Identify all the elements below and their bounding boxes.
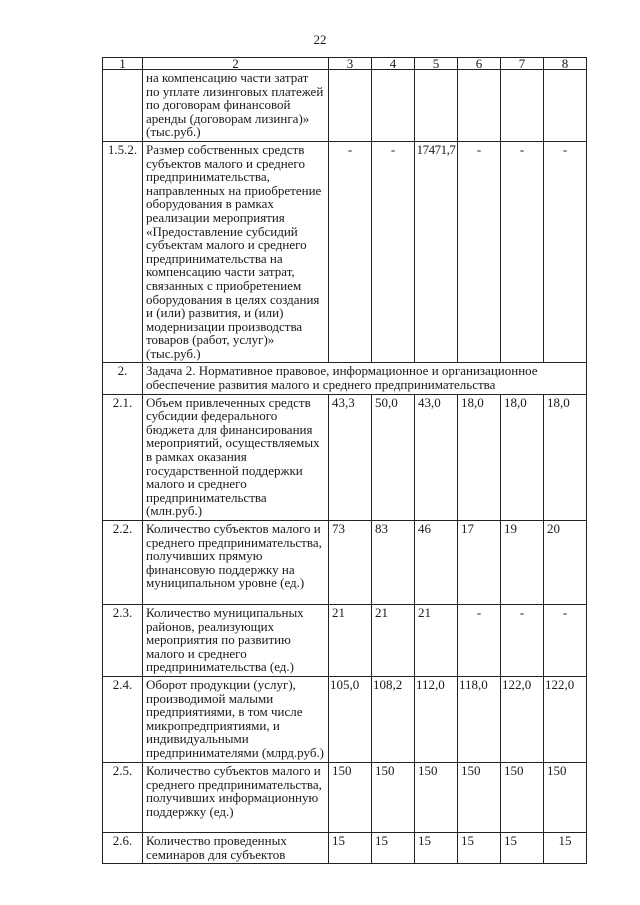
table-row [103,605,587,677]
value-cell: 17 [458,521,501,605]
header-cell: 2 [143,58,329,70]
indicator-name: на компенсацию части затрат по уплате лизинговых платежей по договорам финансовой аренды (договорам лизинга)» (тыс.руб.) [143,70,329,142]
indicator-name: Количество муниципальных районов, реализующих мероприятия по развитию малого и среднего предпринимательства (ед.) [143,605,329,677]
indicator-name: Количество субъектов малого и среднего предпринимательства, получивших информационную поддержку (ед.) [143,762,329,832]
table-row [103,676,587,762]
value-cell: - [501,605,544,677]
row-number: 2.2. [103,521,143,605]
row-number: 2.3. [103,605,143,677]
row-number [103,70,143,142]
value-cell [501,70,544,142]
value-cell: 18,0 [501,394,544,520]
header-cell: 4 [372,58,415,70]
value-cell: 150 [458,762,501,832]
value-cell: - [544,141,587,363]
task-row [103,363,587,394]
indicator-name: Количество проведенных семинаров для субъектов [143,832,329,863]
task-title: Задача 2. Нормативное правовое, информационное и организационное обеспечение развития малого и среднего предпринимательства [143,363,587,394]
table-row [103,70,587,142]
row-number: 2.6. [103,832,143,863]
value-cell: 18,0 [458,394,501,520]
value-cell: - [544,605,587,677]
value-cell: 150 [544,762,587,832]
indicator-name: Количество субъектов малого и среднего предпринимательства, получивших прямую финансовую поддержку на муниципальном уровне (ед.) [143,521,329,605]
value-cell: 15 [372,832,415,863]
row-number: 2.5. [103,762,143,832]
value-cell: - [329,141,372,363]
value-cell [458,70,501,142]
header-cell: 6 [458,58,501,70]
value-cell: 15 [415,832,458,863]
value-cell: 108,2 [372,676,415,762]
value-cell: 150 [415,762,458,832]
value-cell: 105,0 [329,676,372,762]
table-row [103,394,587,520]
value-cell: 19 [501,521,544,605]
value-cell: 150 [501,762,544,832]
value-cell [372,70,415,142]
table-row [103,762,587,832]
value-cell: 21 [329,605,372,677]
value-cell: 112,0 [415,676,458,762]
row-number: 1.5.2. [103,141,143,363]
header-cell: 1 [103,58,143,70]
value-cell: 15 [544,832,587,863]
value-cell: 15 [501,832,544,863]
table-row [103,521,587,605]
value-cell [329,70,372,142]
table-row [103,832,587,863]
value-cell: 15 [458,832,501,863]
value-cell: - [501,141,544,363]
value-cell: 43,0 [415,394,458,520]
indicator-name: Размер собственных средств субъектов малого и среднего предпринимательства, направленных на приобретение оборудования в рамках реализации мероприятия «Предоставление субсидий субъектам малого и среднего предпринимательства на компенсацию части затрат, связанных с приобретением оборудования в целях создания и (или) развития, и (или) модернизации производства товаров (работ, услуг)» (тыс.руб.) [143,141,329,363]
header-cell: 5 [415,58,458,70]
value-cell: 73 [329,521,372,605]
value-cell: 50,0 [372,394,415,520]
value-cell: 46 [415,521,458,605]
value-cell [415,70,458,142]
row-number: 2.1. [103,394,143,520]
value-cell: 122,0 [501,676,544,762]
value-cell: - [372,141,415,363]
value-cell: 15 [329,832,372,863]
row-number: 2. [103,363,143,394]
indicator-name: Объем привлеченных средств субсидии федерального бюджета для финансирования мероприятий, осуществляемых в рамках оказания государственной поддержки малого и среднего предпринимательства (млн.руб.) [143,394,329,520]
value-cell: 43,3 [329,394,372,520]
value-cell: 17471,7 [415,141,458,363]
value-cell: 118,0 [458,676,501,762]
value-cell: 21 [372,605,415,677]
value-cell: 18,0 [544,394,587,520]
indicator-name: Оборот продукции (услуг), производимой малыми предприятиями, в том числе микропредприятиями, и индивидуальными предпринимателями (млрд.руб.) [143,676,329,762]
header-cell: 3 [329,58,372,70]
header-cell: 8 [544,58,587,70]
value-cell [544,70,587,142]
value-cell: 122,0 [544,676,587,762]
header-row [103,58,587,70]
value-cell: 83 [372,521,415,605]
table-row [103,141,587,363]
value-cell: 150 [372,762,415,832]
value-cell: - [458,605,501,677]
value-cell: - [458,141,501,363]
page-number: 22 [313,32,327,47]
value-cell: 21 [415,605,458,677]
row-number: 2.4. [103,676,143,762]
value-cell: 150 [329,762,372,832]
value-cell: 20 [544,521,587,605]
indicators-table [102,57,587,864]
header-cell: 7 [501,58,544,70]
